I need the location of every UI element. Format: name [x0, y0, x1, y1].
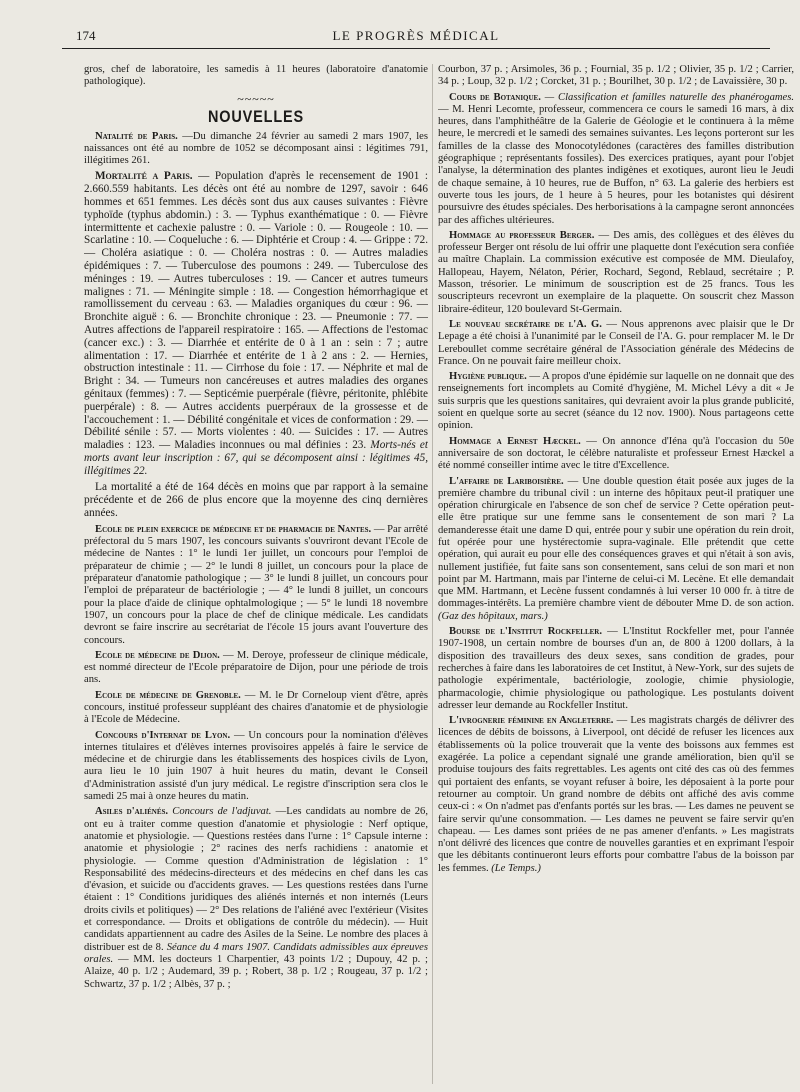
- ivrognerie-source: (Le Temps.): [491, 862, 541, 874]
- mort-nes-text: Morts-nés et morts avant leur inscription : 67, qui se décomposent ainsi : légitimes 45, illégitimes 22.: [84, 439, 428, 477]
- hygiene-paragraph: [438, 371, 794, 432]
- grenoble-heading: Ecole de médecine de Grenoble.: [95, 689, 241, 701]
- nantes-paragraph: [84, 524, 428, 647]
- ivrognerie-heading: L'ivrognerie féminine en Angleterre.: [449, 715, 614, 727]
- asiles-paragraph: [84, 806, 428, 990]
- mortalite-heading: Mortalité a Paris.: [95, 170, 193, 183]
- journal-title: LE PROGRÈS MÉDICAL: [332, 28, 500, 43]
- page-header: [62, 26, 770, 49]
- natalite-heading: Natalité de Paris.: [95, 130, 178, 142]
- hygiene-text: — A propos d'une épidémie sur laquelle on ne donnait que des renseignements fort incomplets au Comité d'hygiène, M. Michel Lévy a dit « Je suis surpris que les questions sanitaires, qui devraient avoir la plus grande publicité, soient en quelque sorte au secret (séance du 12 nov. 1900). Nous partageons cette opinion.: [438, 371, 794, 432]
- nantes-text: — Par arrêté préfectoral du 5 mars 1907, les concours suivants s'ouvriront devant l'Ecole de médecine de Nantes : 1° le lundi 1er juillet, un concours pour l'emploi de préparateur de chimie ; — 2° le lundi 8 juillet, un concours pour la place de préparateur d'anatomie pathologique ; — 3° le lundi 8 juillet, un concours pour l'emploi de préparateur de bactériologie ; — 4° le lundi 8 juillet, un concours pour la place d'aide de clinique ophtalmologique ; — 5° le lundi 18 novembre 1907, un concours pour la place de chef de clinique médicale. Les candidats devront se faire inscrire au secrétariat de l'école 15 jours avant l'ouverture des concours.: [84, 523, 428, 646]
- grenoble-paragraph: [84, 690, 428, 727]
- botanique-heading: Cours de Botanique.: [449, 91, 541, 103]
- column-divider: [432, 64, 433, 1084]
- left-column: [84, 64, 428, 1086]
- dijon-text: — M. Deroye, professeur de clinique médicale, est nommé directeur de l'Ecole préparatoire de Dijon, pour une période de trois ans.: [84, 649, 428, 686]
- lyon-paragraph: [84, 730, 428, 804]
- haeckel-text: — On annonce d'Iéna qu'à l'occasion du 50e anniversaire de son doctorat, le célèbre naturaliste et professeur Ernest Hæckel a été nommé conseiller intime avec le titre d'Excellence.: [438, 435, 794, 472]
- mortalite-note: La mortalité a été de 164 décès en moins que par rapport à la semaine précédente et de 266 de plus encore que la moyenne des cinq dernières années.: [84, 480, 428, 520]
- mortalite-text: — Population d'après le recensement de 1901 : 2.660.559 habitants. Les décès ont été au nombre de 1297, savoir : 646 hommes et 651 femmes. Les décès sont dus aux causes suivantes : Fièvre typhoïde (typhus abdomin.) : 3. — Typhus exanthématique : 0. — Fièvre intermittente et cachexie palustre : 0. — Variole : 0. — Rougeole : 10. — Scarlatine : 10. — Coqueluche : 6. — Diphtérie et Croup : 4. — Grippe : 72. — Choléra asiatique : 0. — Choléra nostras : 0. — Autres maladies épidémiques : 7. — Tuberculose des poumons : 249. — Tuberculose des méninges : 19. — Autres tuberculoses : 19. — Cancer et autres tumeurs malignes : 71. — Méningite simple : 18. — Congestion hémorrhagique et ramollissement du cerveau : 63. — Maladies organiques du cœur : 96. — Bronchite aiguë : 6. — Bronchite chronique : 23. — Pneumonie : 77. — Autres affections de l'appareil respiratoire : 165. — Affections de l'estomac (cancer exc.) : 3. — Diarrhée et entérite de 0 à 1 an : sein : 7 ; autre alimentation : 17. — Diarrhée et entérite de 1 à 2 ans : 2. — Hernies, obstruction intestinale : 11. — Cirrhose du foie : 17. — Néphrite et mal de Bright : 34. — Tumeurs non cancéreuses et autres maladies des organes génitaux (femmes) : 7. — Septicémie puerpérale (fièvre, péritonite, phlébite puerpérale) : 8. — Autres accidents puerpéraux de la grossesse et de l'accouchement : 1. — Débilité congénitale et vices de conformation : 29. — Débilité sénile : 57. — Morts violentes : 40. — Suicides : 17. — Autres maladies : 123. — Maladies inconnues ou mal définies : 23.: [84, 170, 428, 452]
- natalite-text: —Du dimanche 24 février au samedi 2 mars 1907, les naissances ont été au nombre de 1052 se décomposant ainsi : légitimes 791, illégitimes 261.: [84, 130, 428, 167]
- asiles-list: — MM. les docteurs 1 Charpentier, 43 points 1/2 ; Dupouy, 42 p. ; Alaize, 40 p. 1/2 ; Audemard, 39 p. ; Robert, 38 p. 1/2 ; Rougeau, 37 p. 1/2 ; Schwartz, 37 p. 1/2 ; Albès, 37 p. ;: [84, 953, 428, 990]
- natalite-paragraph: [84, 131, 428, 168]
- secretaire-heading: Le nouveau secrétaire de l'A. G.: [449, 318, 602, 330]
- botanique-title: — Classification et familles naturelle des phanérogames.: [544, 91, 794, 103]
- asiles-heading: Asiles d'aliénés.: [95, 806, 169, 818]
- berger-paragraph: [438, 230, 794, 316]
- page-number: 174: [76, 28, 96, 43]
- rockfeller-text: — L'Institut Rockfeller met, pour l'année 1907-1908, un certain nombre de bourses d'un an, de 800 à 1200 dollars, à la disposition des travailleurs des deux sexes, sans condition de grades, pour recherches à faire dans les laboratoires de cet Institut, à New-York, sur des sujets de pathologie expérimentale, bactériologie, zoologie, chimie physiologie, pharmacologie, chimie physiologique ou pathologique. Les postulants doivent adresser leur demande au Rockfeller Institut.: [438, 626, 794, 711]
- ornament: ~~~~~: [237, 91, 275, 106]
- continuation-paragraph: Courbon, 37 p. ; Arsimoles, 36 p. ; Fournial, 35 p. 1/2 ; Olivier, 35 p. 1/2 ; Carrier, 34 p. ; Loup, 32 p. 1/2 ; Corcket, 31 p. ; Bourilhet, 30 p. 1/2 ; de Lavaissière, 30 p.: [438, 64, 794, 88]
- lariboisiere-paragraph: [438, 476, 794, 624]
- grenoble-text: — M. le Dr Corneloup vient d'être, après concours, institué professeur suppléant des chaires d'anatomie et de physiologie à l'Ecole de Médecine.: [84, 689, 428, 726]
- ivrognerie-paragraph: [438, 715, 794, 875]
- asiles-title: Concours de l'adjuvat.: [172, 806, 272, 818]
- lariboisiere-text: — Une double question était posée aux juges de la première chambre du tribunal civil : un interne des hôpitaux peut-il pratiquer une opération chirurgicale en l'absence de son chef de service ? Cette opération peut-elle être pratique sur une femme sans le consentement de son mari ? La demanderesse était une dame D qui, entrée pour y subir une opération du rein droit, fut opérée pour une hystérectomie supra-vaginale. Elle prétendit que cette opération, qui aurait eu pour elle des conséquences graves et qui n'était à son avis, nullement justifiée, fut faite sans son consentement, sans celui de son mari et non point par M. Hartmann, mais par l'interne de celui-ci M. Lecène. Et elle demandait que MM. Hartmann, et Lecène fussent condamnés à lui verser 10 000 fr. à titre de dommages-intérêts. La première chambre vient de débouter Mme D. de son action.: [438, 475, 794, 610]
- botanique-text: — M. Henri Lecomte, professeur, commencera ce cours le samedi 16 mars, à dix heures, dans l'amphithéâtre de la Galerie de Géologie et le continuera à la même heure, le mercredi et le samedi des semaines suivantes. Les leçons porteront sur les familles de la classe des Monocotylédones (caractères des familles distribution géographique ; représentants fossiles). Des exercices pratiques, ayant pour l'objet l'analyse, la détermination des plantes indigènes et exotiques, auront lieu le Jeudi de chaque semaine, à 10 heures, rue de Buffon, n° 63. La galerie des herbiers est ouverte tous les jours, de 1 heure à 5 heures, pour les botanistes qui désirent poursuivre des études spéciales. Des herborisations à la campagne seront annoncées par des affiches ultérieures.: [438, 103, 794, 226]
- ivrognerie-text: — Les magistrats chargés de délivrer des licences de débits de boissons, à Liverpool, ont décidé de refuser les licences aux établissements où la police trouverait que la vente des boissons aux femmes est exagérée. La police a cependant signalé une grande amélioration, bien qu'il se produise toujours des faits regrettables. Les agents ont cité des cas où des femmes qui portaient des enfants, se voyant refuser à boire, les déposaient à la porte pour retourner au comptoir. Un grand nombre de débits ont affiché des avis comme ceux-ci : « On n'admet pas d'enfants portés sur les bras. — Les dames ne peuvent se faire servir qu'une consommation. — Les dames ne peuvent se faire servir qu'en chapeau. — Les dames sont priées de ne pas amener d'enfants. » Les magistrats n'ont délivré des licences que contre de nouvelles garanties et en exprimant l'espoir que les débitants continueront leurs efforts pour combattre l'abus de la boisson par les femmes.: [438, 715, 794, 874]
- dijon-heading: Ecole de médecine de Dijon.: [95, 649, 220, 661]
- lyon-text: — Un concours pour la nomination d'élèves internes titulaires et d'élèves internes provisoires appelés à faire le service de médecine et de chirurgie dans les établissements des hospices civils de Lyon, aura lieu le 10 juin 1907 à huit heures du matin, devant le Conseil d'Administration assisté d'un jury médical. Le registre d'inscription sera clos le samedi 25 mai à onze heures du matin.: [84, 729, 428, 803]
- haeckel-paragraph: [438, 436, 794, 473]
- asiles-seance: Séance du 4 mars 1907. Candidats admissibles aux épreuves orales.: [84, 941, 428, 965]
- berger-text: — Des amis, des collègues et des élèves du professeur Berger ont résolu de lui offrir une plaquette dont l'exécution sera confiée au maître Chaplain. La commission exécutive est composée de MM. Dieulafoy, Hallopeau, Hayem, Nélaton, Périer, Rochard, Segond, Reblaud, secrétaire ; P. Masson, trésorier. Le minimum de souscription est de 25 francs. Tous les souscripteurs recevront un exemplaire de la plaquette. On souscrit chez Masson libraire-éditeur, 120 boulevard St-Germain.: [438, 229, 794, 315]
- mortalite-paragraph: [84, 170, 428, 477]
- berger-heading: Hommage au professeur Berger.: [449, 229, 595, 241]
- secretaire-text: — Nous apprenons avec plaisir que le Dr Lepage a été choisi à l'unanimité par le Conseil de l'A. G. pour remplacer M. le Dr Lereboullet comme secrétaire général de l'Association générale des Médecins de France. On ne pouvait faire meilleur choix.: [438, 318, 794, 367]
- dijon-paragraph: [84, 650, 428, 687]
- lariboisiere-source: (Gaz des hôpitaux, mars.): [438, 610, 548, 622]
- secretaire-paragraph: [438, 319, 794, 368]
- asiles-text: —Les candidats au nombre de 26, ont eu à traiter comme question d'anatomie et physiologie : Nerf optique, anatomie et physiologie. — Questions restées dans l'urne : 1° Capsule interne : anatomie et physiologie ; 2° racines des nerfs rachidiens : anatomie et physiologie. — Comme question d'Administration de législation : 1° Responsabilité des médecins-directeurs et des médecins en chef dans les cas d'évasion, et suicide ou d'accidents graves. — Les questions restées dans l'urne étaient : 1° Conditions juridiques des aliénés internés et non internés (Leurs droits civils et politiques) — 2° Des relations de l'aliéné avec l'extérieur (Visites et correspondance. — Droits et obligations de contrôle du médecin). — Huit candidats appartiennent au cadre des Asiles de la Seine. Le nombre des places à distribuer est de 8.: [84, 806, 428, 953]
- hygiene-heading: Hygiène publique.: [449, 371, 527, 383]
- haeckel-heading: Hommage a Ernest Hæckel.: [449, 435, 581, 447]
- rockfeller-heading: Bourse de l'Institut Rockfeller.: [449, 626, 603, 638]
- lariboisiere-heading: L'affaire de Lariboisière.: [449, 475, 564, 487]
- intro-paragraph: gros, chef de laboratoire, les samedis à 11 heures (laboratoire d'anatomie pathologique).: [84, 64, 428, 88]
- nantes-heading: Ecole de plein exercice de médecine et de pharmacie de Nantes.: [95, 523, 372, 535]
- section-title: NOUVELLES: [208, 106, 304, 126]
- botanique-paragraph: [438, 92, 794, 227]
- lyon-heading: Concours d'Internat de Lyon.: [95, 729, 231, 741]
- right-column: [438, 64, 794, 1086]
- rockfeller-paragraph: [438, 626, 794, 712]
